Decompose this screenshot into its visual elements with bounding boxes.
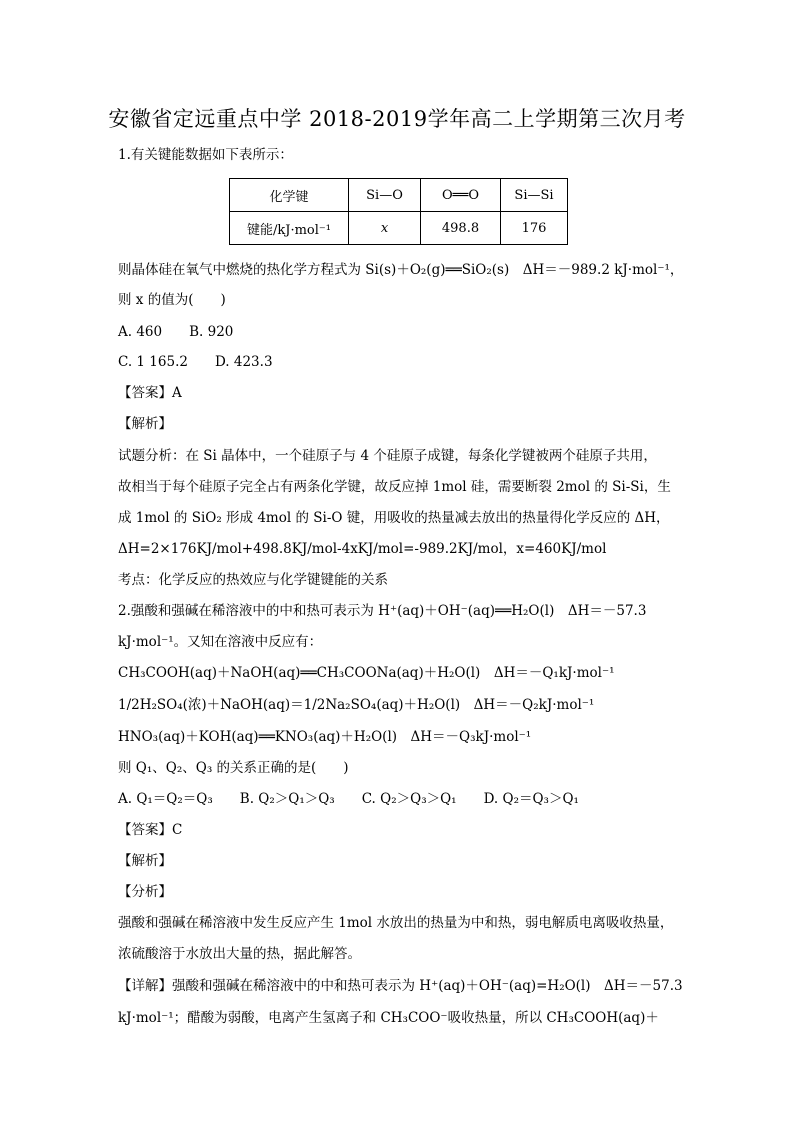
q1-kaodian: 考点：化学反应的热效应与化学键键能的关系: [118, 572, 388, 588]
q2-options: A. Q₁＝Q₂＝Q₃ B. Q₂＞Q₁＞Q₃ C. Q₂＞Q₃＞Q₁ D. Q₂＝Q₃＞Q₁: [118, 791, 579, 807]
table-cell: 498.8: [421, 212, 501, 245]
q1-answer: 【答案】A: [118, 385, 182, 401]
q1-explanation: 成 1mol 的 SiO₂ 形成 4mol 的 Si-O 键，用吸收的热量减去放出的热量得化学反应的 ΔH，: [118, 510, 670, 526]
table-header-cell: 化学键: [230, 179, 349, 212]
table-cell: 176: [501, 212, 568, 245]
q2-detail: 【详解】强酸和强碱在稀溶液中的中和热可表示为 H⁺(aq)＋OH⁻(aq)=H₂O(l) ΔH＝－57.3: [118, 978, 683, 994]
q2-fenxi-tag: 【分析】: [118, 884, 172, 900]
table-row-label: 键能/kJ·mol⁻¹: [230, 212, 349, 245]
q1-text-line: 则晶体硅在氧气中燃烧的热化学方程式为 Si(s)＋O₂(g)══SiO₂(s) ΔH＝－989.2 kJ·mol⁻¹，: [118, 262, 684, 278]
q2-stem: 2.强酸和强碱在稀溶液中的中和热可表示为 H⁺(aq)＋OH⁻(aq)══H₂O(l) ΔH＝－57.3: [118, 603, 647, 619]
table-cell: x: [349, 212, 421, 245]
bond-energy-table: [229, 178, 568, 245]
table-header-row: [230, 179, 568, 212]
q1-options: C. 1 165.2 D. 423.3: [118, 354, 273, 370]
q1-stem: 1.有关键能数据如下表所示：: [118, 147, 293, 163]
q2-equation: CH₃COOH(aq)＋NaOH(aq)══CH₃COONa(aq)＋H₂O(l) ΔH＝－Q₁kJ·mol⁻¹: [118, 665, 615, 681]
q2-equation: HNO₃(aq)＋KOH(aq)══KNO₃(aq)＋H₂O(l) ΔH＝－Q₃kJ·mol⁻¹: [118, 729, 532, 745]
q2-stem: kJ·mol⁻¹。又知在溶液中反应有：: [118, 634, 323, 650]
q2-detail: kJ·mol⁻¹；醋酸为弱酸，电离产生氢离子和 CH₃COO⁻吸收热量，所以 CH₃COOH(aq)＋: [118, 1010, 659, 1026]
q1-explanation: 故相当于每个硅原子完全占有两条化学键，故反应掉 1mol 硅，需要断裂 2mol 的 Si-Si，生: [118, 479, 671, 495]
q2-question: 则 Q₁、Q₂、Q₃ 的关系正确的是( ): [118, 760, 349, 776]
q1-options: A. 460 B. 920: [118, 324, 234, 340]
table-header-cell: Si—Si: [501, 179, 568, 212]
q2-fenxi: 强酸和强碱在稀溶液中发生反应产生 1mol 水放出的热量为中和热，弱电解质电离吸收热量，: [118, 915, 674, 931]
table-header-cell: Si—O: [349, 179, 421, 212]
table-header-cell: O══O: [421, 179, 501, 212]
page-title: 安徽省定远重点中学 2018-2019学年高二上学期第三次月考: [108, 107, 686, 131]
q2-equation: 1/2H₂SO₄(浓)＋NaOH(aq)＝1/2Na₂SO₄(aq)＋H₂O(l) ΔH＝－Q₂kJ·mol⁻¹: [118, 697, 595, 713]
table-row: [230, 212, 568, 245]
q1-analysis-tag: 【解析】: [118, 416, 172, 432]
q1-explanation: 试题分析：在 Si 晶体中，一个硅原子与 4 个硅原子成键，每条化学键被两个硅原子共用，: [118, 448, 657, 464]
q2-fenxi: 浓硫酸溶于水放出大量的热，据此解答。: [118, 946, 361, 962]
q2-answer: 【答案】C: [118, 822, 183, 838]
q2-analysis-tag: 【解析】: [118, 853, 172, 869]
q1-text-line: 则 x 的值为( ): [118, 292, 226, 308]
q1-explanation: ΔH=2×176KJ/mol+498.8KJ/mol-4xKJ/mol=-989.2KJ/mol，x=460KJ/mol: [118, 541, 607, 557]
